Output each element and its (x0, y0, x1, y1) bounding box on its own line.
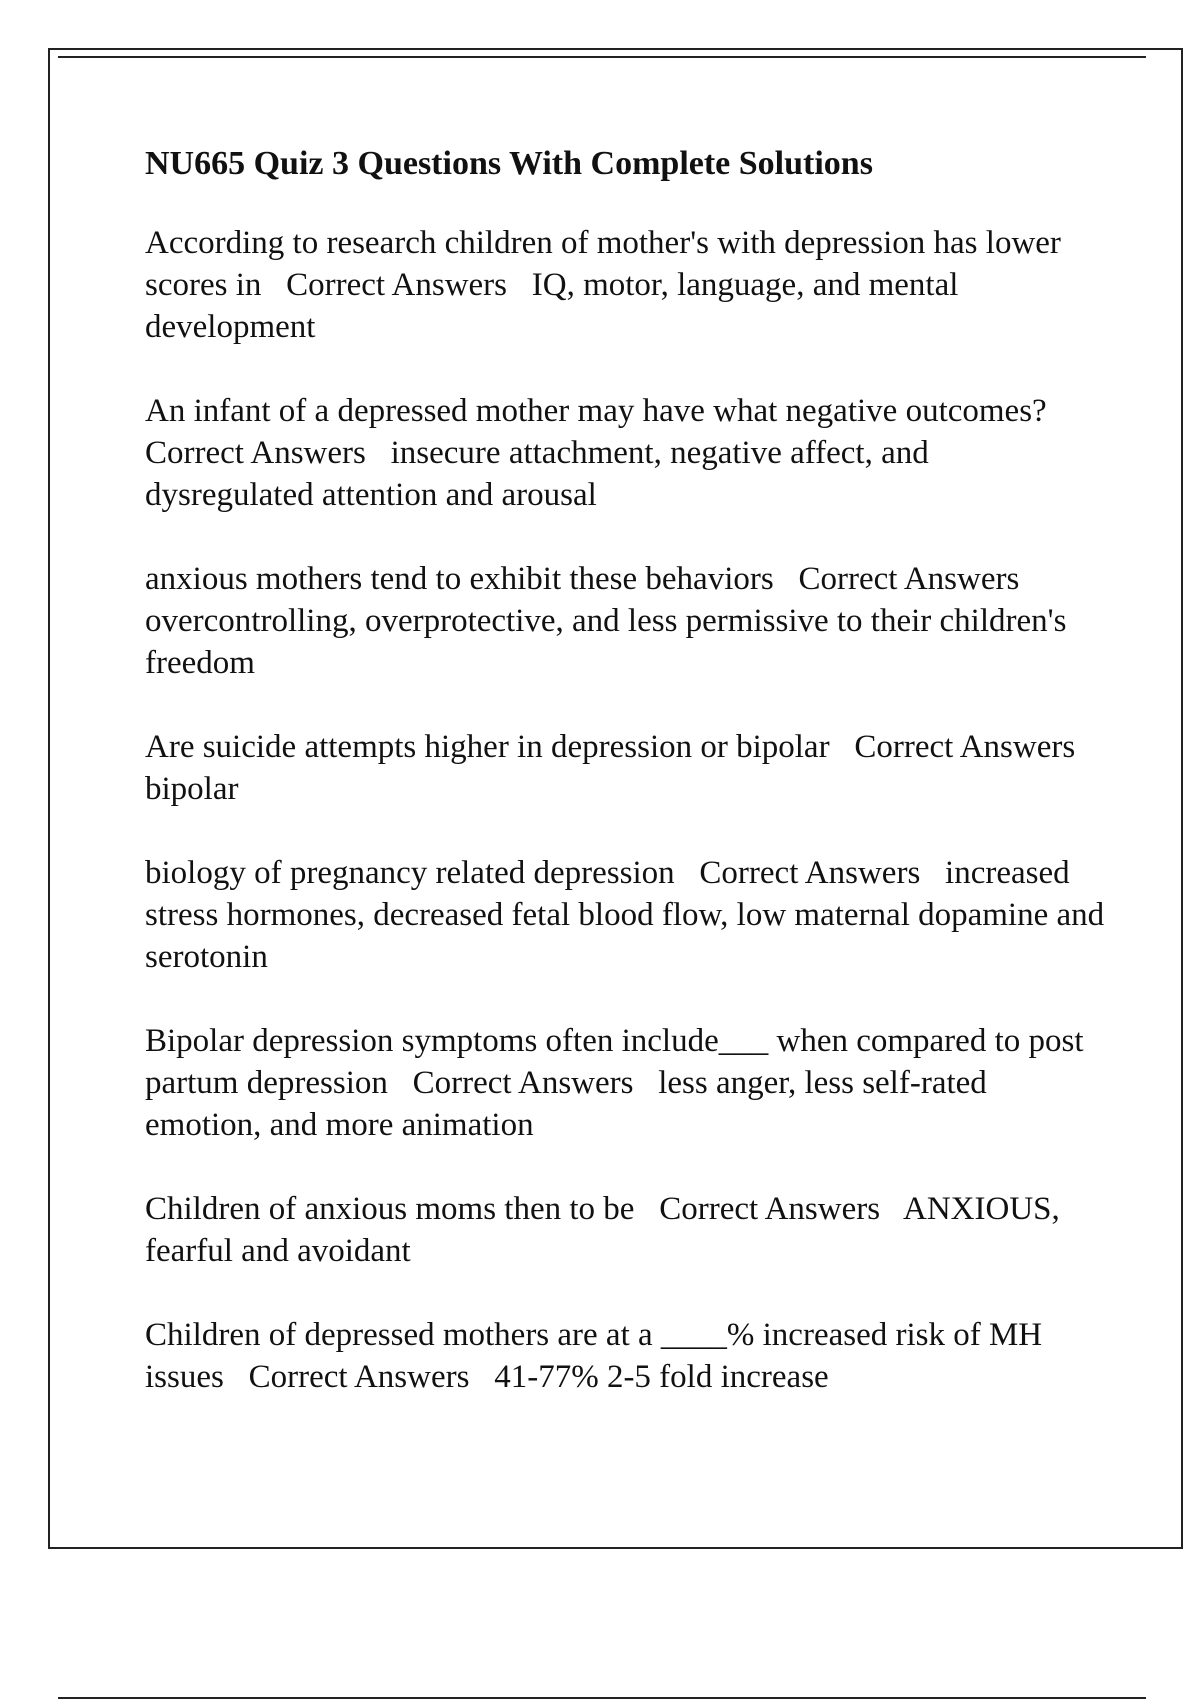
qa-item (145, 558, 1105, 684)
answer-marker: Correct Answers (650, 1191, 897, 1227)
answer-text: increased stress hormones, decreased fetal blood flow, low maternal dopamine and serotonin (145, 855, 1113, 975)
qa-item (145, 1020, 1105, 1146)
question-text: biology of pregnancy related depression (145, 855, 683, 891)
document-title: NU665 Quiz 3 Questions With Complete Solutions (145, 145, 873, 182)
answer-marker: Correct Answers (240, 1359, 486, 1395)
qa-item (145, 222, 1105, 348)
answer-text: insecure attachment, negative affect, and dysregulated attention and arousal (145, 435, 937, 513)
qa-item (145, 1188, 1105, 1272)
document-body (145, 140, 1113, 1440)
question-text: Bipolar depression symptoms often include___ when compared to post partum depression (145, 1023, 1092, 1101)
answer-marker: Correct Answers (277, 267, 524, 303)
answer-text: overcontrolling, overprotective, and less permissive to their children's freedom (145, 603, 1075, 681)
answer-text: less anger, less self-rated emotion, and more animation (145, 1065, 996, 1143)
answer-marker: Correct Answers (404, 1065, 650, 1101)
question-text: Are suicide attempts higher in depression or bipolar (145, 729, 838, 765)
qa-item (145, 726, 1105, 810)
question-text: Children of anxious moms then to be (145, 1191, 643, 1227)
question-text: According to research children of mother's with depression has lower scores in (145, 225, 1070, 303)
bottom-rule (58, 1697, 1146, 1699)
qa-item (145, 390, 1105, 516)
answer-text: ANXIOUS, fearful and avoidant (145, 1191, 1069, 1269)
answer-marker: Correct Answers (790, 561, 1036, 597)
answer-text: IQ, motor, language, and mental development (145, 267, 967, 345)
question-text: Children of depressed mothers are at a ____% increased risk of MH issues (145, 1317, 1051, 1395)
answer-text: 41-77% 2-5 fold increase (494, 1359, 829, 1395)
answer-marker: Correct Answers (145, 393, 1072, 471)
qa-item (145, 1314, 1105, 1398)
qa-item (145, 852, 1113, 978)
question-text: An infant of a depressed mother may have what negative outcomes? (145, 393, 1055, 429)
question-text: anxious mothers tend to exhibit these behaviors (145, 561, 782, 597)
answer-marker: Correct Answers (691, 855, 937, 891)
answer-marker: Correct Answers (846, 729, 1092, 765)
answer-text: bipolar (145, 771, 239, 807)
